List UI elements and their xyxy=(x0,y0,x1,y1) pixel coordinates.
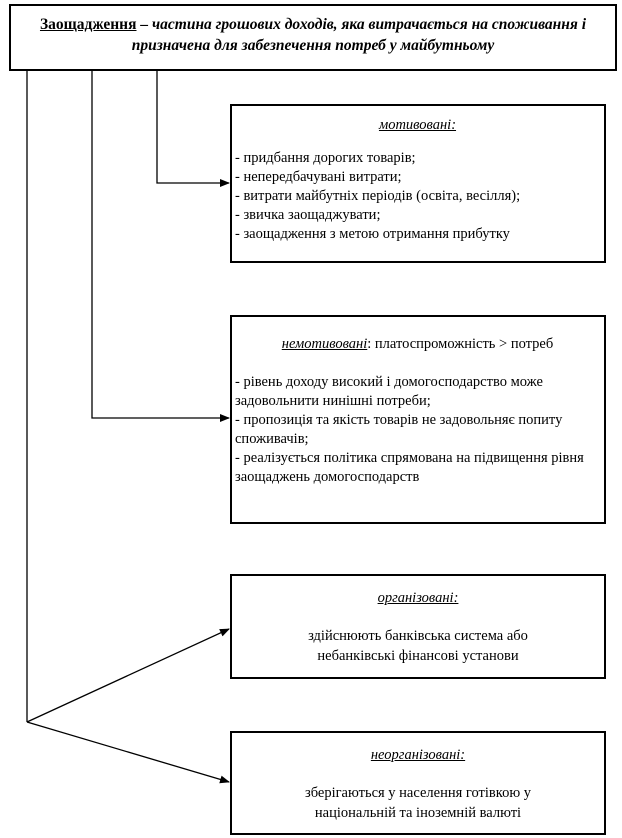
arrow-to-unorganized xyxy=(27,722,229,782)
list-item: - реалізується політика спрямована на підвищення рівня заощаджень домогосподарств xyxy=(235,450,584,485)
unorganized-text: зберігаються у населення готівкою у національній та іноземній валюті xyxy=(304,785,532,821)
organized-heading: організовані: xyxy=(377,590,459,606)
unmotivated-box xyxy=(230,315,606,524)
unmotivated-head-line xyxy=(235,335,600,354)
unmotivated-heading: немотивовані xyxy=(281,336,368,352)
unorganized-box xyxy=(230,731,606,835)
arrow-to-unmotivated xyxy=(92,71,229,418)
unorganized-heading: неорганізовані: xyxy=(370,747,466,763)
arrow-to-organized xyxy=(27,629,229,722)
savings-term: Заощадження xyxy=(39,16,137,33)
organized-box xyxy=(230,574,606,679)
unmotivated-subheading: : платоспроможність > потреб xyxy=(367,336,554,352)
motivated-heading: мотивовані: xyxy=(378,117,457,133)
list-item: - заощадження з метою отримання прибутку xyxy=(235,226,510,242)
savings-definition-box xyxy=(9,4,617,71)
list-item: - непередбачувані витрати; xyxy=(235,169,402,185)
motivated-box xyxy=(230,104,606,263)
list-item: - витрати майбутніх періодів (освіта, весілля); xyxy=(235,188,521,204)
list-item: - звичка заощаджувати; xyxy=(235,207,381,223)
list-item: - рівень доходу високий і домогосподарство може задовольнити нинішні потреби; xyxy=(235,374,543,409)
organized-text: здійснюють банківська система або небанківські фінансові установи xyxy=(308,628,528,664)
arrow-to-motivated xyxy=(157,71,229,183)
list-item: - придбання дорогих товарів; xyxy=(235,150,416,166)
savings-definition: – частина грошових доходів, яка витрачається на споживання і призначена для забезпечення потреб у майбутньому xyxy=(131,16,587,54)
list-item: - пропозиція та якість товарів не задовольняє попиту споживачів; xyxy=(235,412,563,447)
